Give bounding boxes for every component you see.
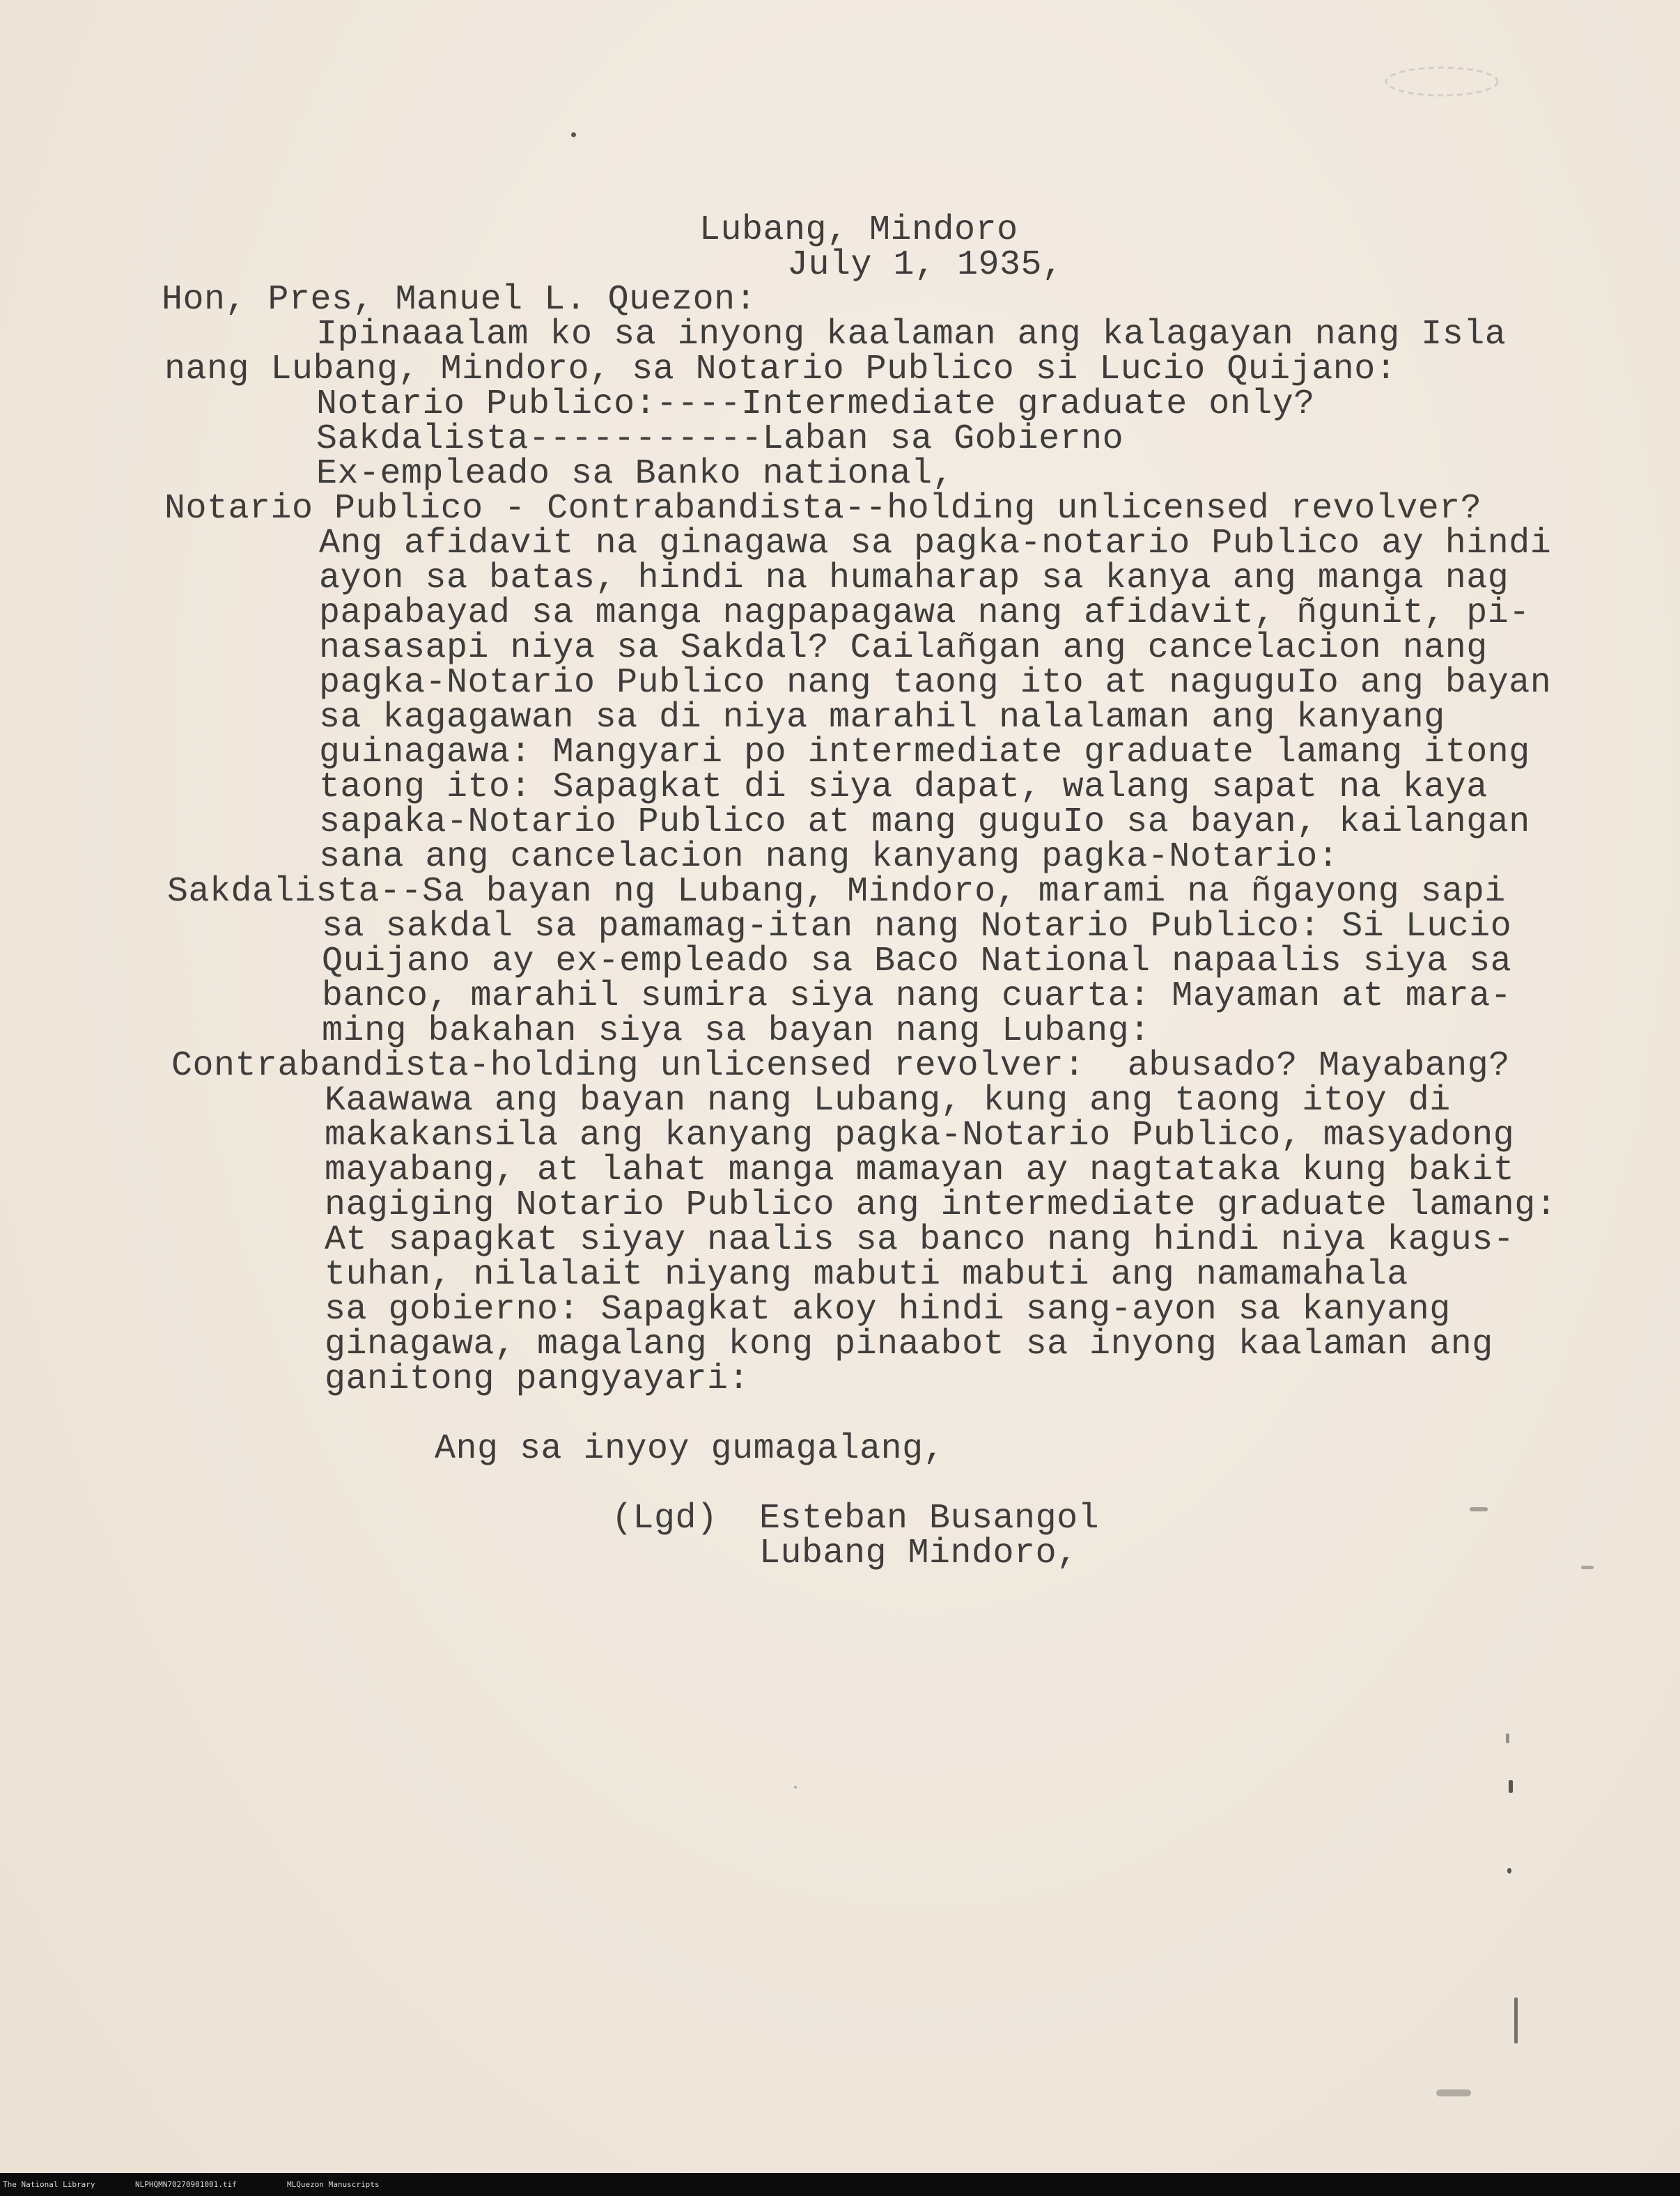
- signer-place: Lubang Mindoro,: [759, 1534, 1078, 1573]
- body-line: Sakdalista-----------Laban sa Gobierno: [316, 419, 1124, 459]
- signer-name: Esteban Busangol: [759, 1499, 1100, 1539]
- body-line: banco, marahil sumira siya nang cuarta: Mayaman at mara-: [322, 976, 1512, 1016]
- body-line: sapaka-Notario Publico at mang guguIo sa bayan, kailangan: [319, 802, 1530, 842]
- body-line: Contrabandista-holding unlicensed revolver: abusado? Mayabang?: [171, 1046, 1510, 1086]
- body-line: makakansila ang kanyang pagka-Notario Publico, masyadong: [325, 1116, 1515, 1155]
- body-line: guinagawa: Mangyari po intermediate graduate lamang itong: [319, 733, 1530, 772]
- body-line: pagka-Notario Publico nang taong ito at naguguIo ang bayan: [319, 663, 1552, 703]
- body-line: sa kagagawan sa di niya marahil nalalaman ang kanyang: [319, 698, 1445, 738]
- body-line: Notario Publico - Contrabandista--holding unlicensed revolver?: [164, 489, 1482, 529]
- body-line: ayon sa batas, hindi na humaharap sa kanya ang manga nag: [319, 559, 1509, 598]
- body-line: sana ang cancelacion nang kanyang pagka-Notario:: [319, 837, 1339, 877]
- body-line: sa sakdal sa pamamag-itan nang Notario Publico: Si Lucio: [322, 907, 1512, 947]
- paper-speck: [1507, 1868, 1511, 1874]
- body-line: Ang afidavit na ginagawa sa pagka-notario Publico ay hindi: [319, 524, 1552, 563]
- closing: Ang sa inyoy gumagalang,: [435, 1429, 945, 1469]
- body-line: nasasapi niya sa Sakdal? Cailañgan ang cancelacion nang: [319, 628, 1488, 668]
- body-line: Sakdalista--Sa bayan ng Lubang, Mindoro, marami na ñgayong sapi: [167, 872, 1506, 912]
- body-line: Kaawawa ang bayan nang Lubang, kung ang taong itoy di: [325, 1081, 1451, 1121]
- body-line: At sapagkat siyay naalis sa banco nang hindi niya kagus-: [325, 1220, 1515, 1260]
- paper-speck: [1509, 1780, 1513, 1793]
- body-line: ginagawa, magalang kong pinaabot sa inyong kaalaman ang: [325, 1325, 1493, 1364]
- paper-speck: [1514, 1998, 1518, 2043]
- body-line: taong ito: Sapagkat di siya dapat, walang sapat na kaya: [319, 768, 1488, 807]
- signature-mark: (Lgd): [612, 1499, 718, 1539]
- body-line: Notario Publico:----Intermediate graduate only?: [316, 384, 1315, 424]
- body-line: nang Lubang, Mindoro, sa Notario Publico si Lucio Quijano:: [164, 350, 1397, 389]
- salutation: Hon, Pres, Manuel L. Quezon:: [162, 280, 757, 320]
- footer-collection: MLQuezon Manuscripts: [287, 2180, 380, 2189]
- body-line: tuhan, nilalait niyang mabuti mabuti ang namamahala: [325, 1255, 1408, 1295]
- body-line: nagiging Notario Publico ang intermediate graduate lamang:: [325, 1185, 1557, 1225]
- body-line: sa gobierno: Sapagkat akoy hindi sang-ayon sa kanyang: [325, 1290, 1451, 1330]
- paper-speck: [1581, 1566, 1594, 1569]
- body-line: mayabang, at lahat manga mamayan ay nagtataka kung bakit: [325, 1151, 1515, 1190]
- body-line: ming bakahan siya sa bayan nang Lubang:: [322, 1011, 1151, 1051]
- paper-speck: [571, 132, 576, 137]
- body-line: ganitong pangyayari:: [325, 1360, 750, 1399]
- letter-date: July 1, 1935,: [787, 245, 1064, 285]
- paper-speck: [1436, 2089, 1471, 2096]
- archive-footer-bar: [0, 2173, 1680, 2196]
- body-line: papabayad sa manga nagpapagawa nang afidavit, ñgunit, pi-: [319, 593, 1530, 633]
- body-line: Ex-empleado sa Banko national,: [316, 454, 954, 494]
- paper-speck: [794, 1786, 797, 1789]
- footer-institution: The National Library: [3, 2180, 95, 2189]
- body-line: Ipinaaalam ko sa inyong kaalaman ang kalagayan nang Isla: [316, 315, 1507, 355]
- paper-speck: [1506, 1734, 1509, 1743]
- body-line: Quijano ay ex-empleado sa Baco National napaalis siya sa: [322, 942, 1512, 981]
- faint-archive-stamp: [1383, 64, 1501, 99]
- place-header: Lubang, Mindoro: [699, 210, 1018, 250]
- footer-file-id: NLPHQMN70270901001.tif: [135, 2180, 237, 2189]
- paper-speck: [1470, 1507, 1488, 1511]
